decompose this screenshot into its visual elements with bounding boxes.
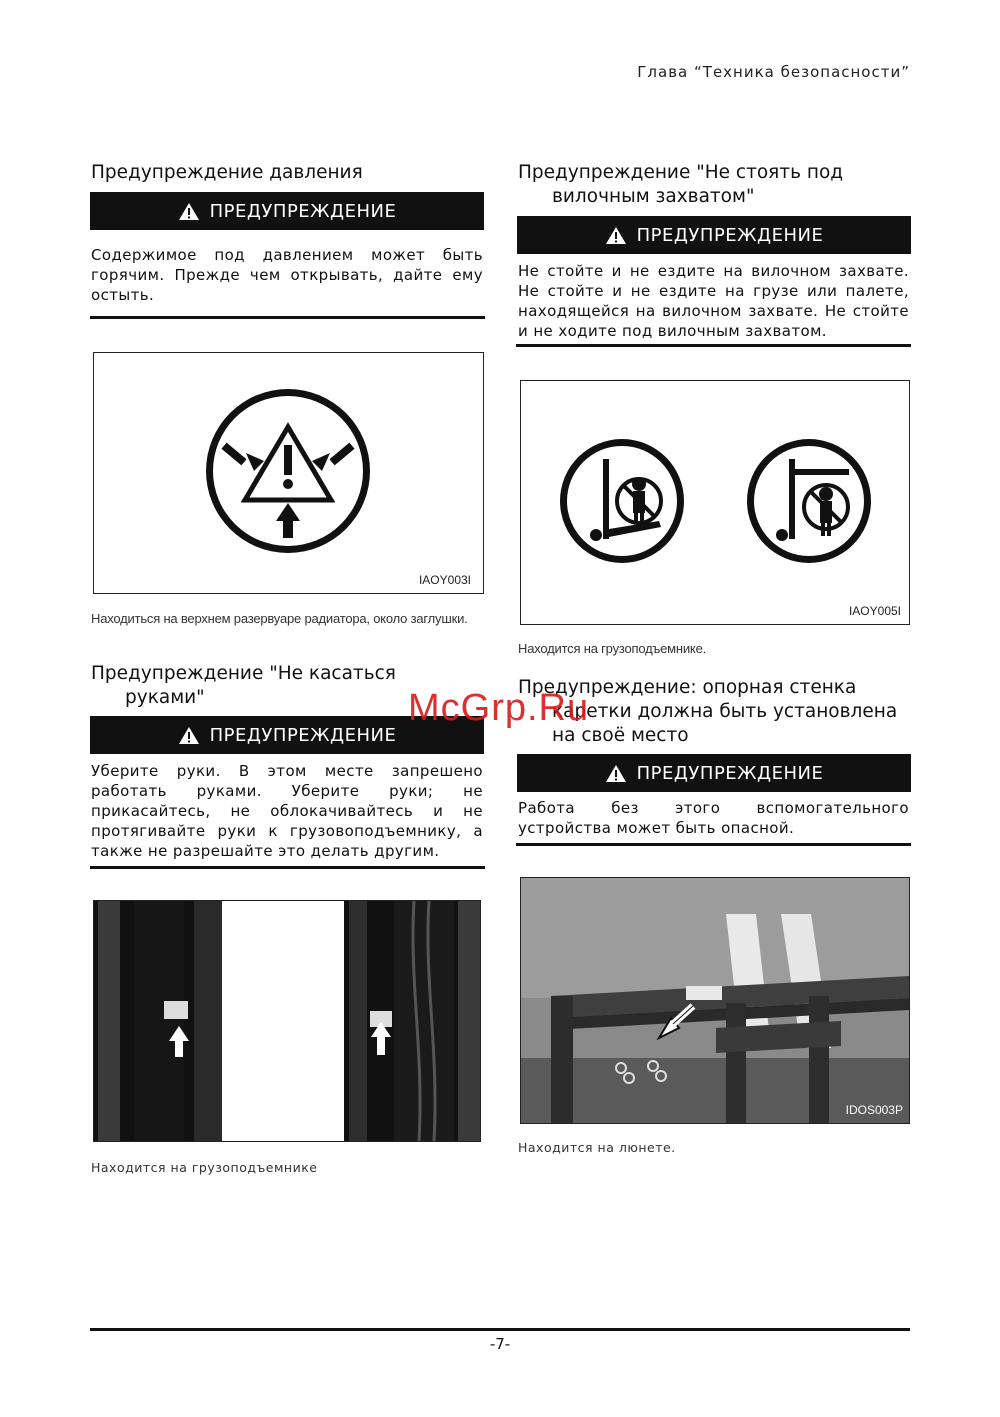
warning-banner <box>90 192 484 230</box>
hands-warning-text: Уберите руки. В этом месте запрешено работать руками. Уберите руки; не прикасайтесь, не облокачивайтесь и не протягивайте руки к грузовоподъемнику, а также не разрешайте это делать другим. <box>91 762 483 860</box>
pressure-warning-text: Содержимое под давлением может быть горячим. Прежде чем открывать, дайте ему остыть. <box>91 246 483 304</box>
forks-warning-caption: Находится на грузоподъемнике. <box>518 641 707 656</box>
backrest-warning-heading-line3: на своё место <box>552 725 689 746</box>
mast-photo <box>94 901 480 1141</box>
figure-code: IAOY003I <box>418 573 471 587</box>
mast-photo-figure <box>93 900 481 1142</box>
warning-banner-label: ПРЕДУПРЕЖДЕНИЕ <box>209 200 397 222</box>
warning-triangle-icon <box>605 764 627 783</box>
pressure-warning-figure <box>93 352 484 594</box>
pressure-warning-caption: Находиться на верхнем разервуаре радиатора, около заглушки. <box>91 611 468 626</box>
backrest-photo-figure <box>520 877 910 1124</box>
hands-warning-heading-line1: Предупреждение "Не касаться <box>91 663 396 684</box>
backrest-photo <box>521 878 909 1123</box>
backrest-warning-heading-line2: каретки должна быть установлена <box>552 701 898 722</box>
warning-triangle-icon <box>178 202 200 221</box>
figure-code: IDOS003P <box>845 1103 903 1117</box>
mast-photo-caption: Находится на грузоподъемнике <box>91 1160 318 1175</box>
pressure-warning-heading: Предупреждение давления <box>91 162 363 183</box>
forks-warning-heading-line1: Предупреждение "Не стоять под <box>518 162 844 183</box>
forks-warning-heading <box>518 161 843 209</box>
chapter-title: Глава “Техника безопасности” <box>637 63 910 81</box>
page-number: -7- <box>489 1335 511 1353</box>
section-divider <box>90 316 485 319</box>
backrest-warning-text: Работа без этого вспомогательного устройства может быть опасной. <box>518 799 909 837</box>
pressure-symbol-icon <box>94 353 483 593</box>
warning-banner-label: ПРЕДУПРЕЖДЕНИЕ <box>209 724 397 746</box>
warning-banner-label: ПРЕДУПРЕЖДЕНИЕ <box>636 762 824 784</box>
backrest-photo-caption: Находится на люнете. <box>518 1140 676 1155</box>
forks-warning-text: Не стойте и не ездите на вилочном захвате. Не стойте и не ездите на грузе или палете, находящейся на вилочном захвате. Не стойте и не ходите под вилочным захватом. <box>518 262 909 340</box>
section-divider <box>516 843 911 846</box>
warning-banner-label: ПРЕДУПРЕЖДЕНИЕ <box>636 224 824 246</box>
footer-divider <box>90 1328 910 1331</box>
warning-banner <box>517 216 911 254</box>
watermark: McGrp.Ru <box>408 687 590 729</box>
no-riding-forks-icons <box>521 381 909 624</box>
forks-warning-figure <box>520 380 910 625</box>
figure-code: IAOY005I <box>848 604 901 618</box>
backrest-warning-heading-line1: Предупреждение: опорная стенка <box>518 677 857 698</box>
warning-triangle-icon <box>178 726 200 745</box>
warning-triangle-icon <box>605 226 627 245</box>
warning-banner <box>517 754 911 792</box>
hands-warning-heading-line2: руками" <box>125 687 205 708</box>
section-divider <box>516 344 911 347</box>
forks-warning-heading-line2: вилочным захватом" <box>552 186 755 207</box>
section-divider <box>90 866 485 869</box>
hands-warning-heading <box>91 662 396 710</box>
